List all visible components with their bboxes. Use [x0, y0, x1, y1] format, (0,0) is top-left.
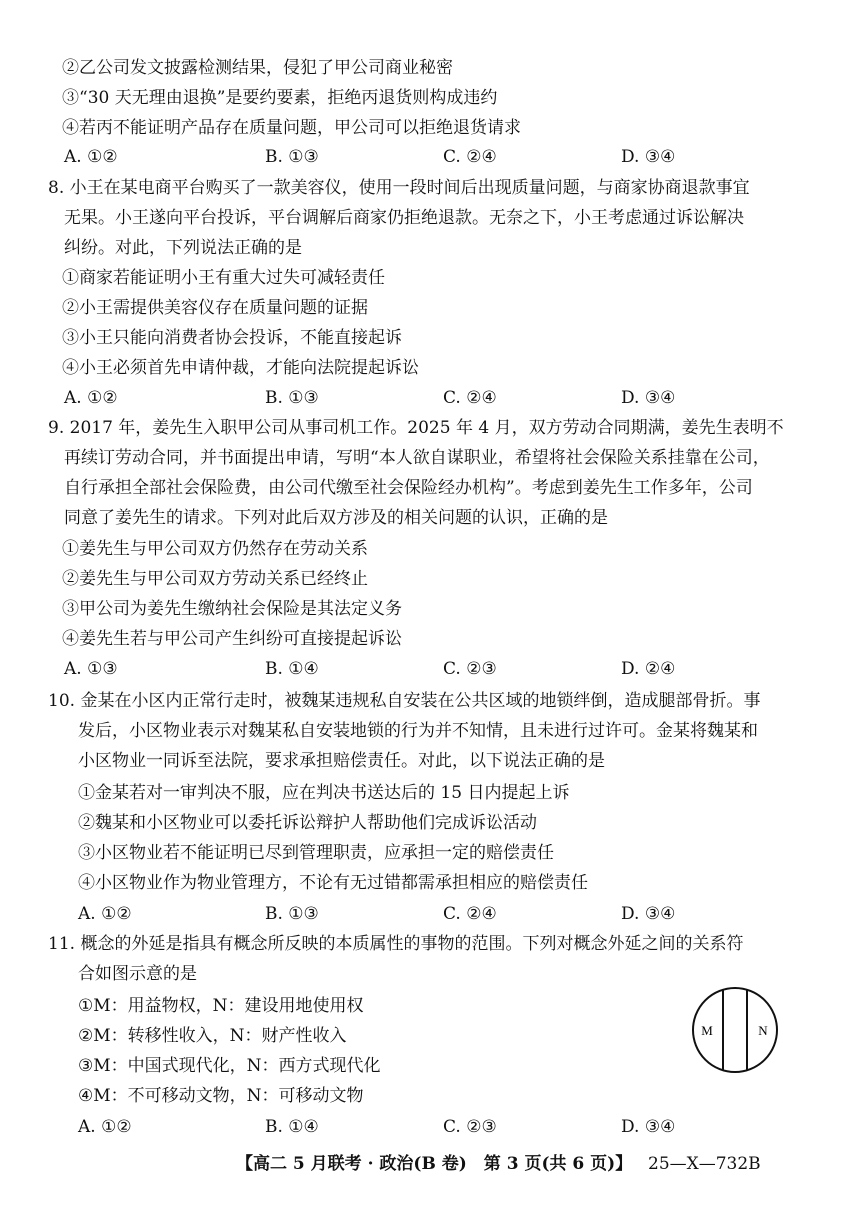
- q9-stem-line-3: 自行承担全部社会保险费，由公司代缴至社会保险经办机构”。考虑到姜先生工作多年，公司: [64, 478, 753, 498]
- q11-stem-line-1: 11. 概念的外延是指具有概念所反映的本质属性的事物的范围。下列对概念外延之间的关系符: [48, 934, 744, 954]
- q8-stem-line-1: 8. 小王在某电商平台购买了一款美容仪，使用一段时间后出现质量问题，与商家协商退款事宜: [48, 178, 750, 198]
- q10-option-a: A. ①②: [78, 904, 132, 924]
- q9-option-d: D. ②④: [621, 659, 676, 679]
- q7-option-d: D. ③④: [621, 147, 676, 167]
- q7-item-3: ③“30 天无理由退换”是要约要素，拒绝丙退货则构成违约: [62, 88, 498, 108]
- q7-option-a: A. ①②: [64, 147, 118, 167]
- q9-option-c: C. ②③: [443, 659, 497, 679]
- q9-stem-line-4: 同意了姜先生的请求。下列对此后双方涉及的相关问题的认识，正确的是: [64, 508, 608, 528]
- q8-option-d: D. ③④: [621, 388, 676, 408]
- q8-item-4: ④小王必须首先申请仲裁，才能向法院提起诉讼: [62, 358, 419, 378]
- q8-option-a: A. ①②: [64, 388, 118, 408]
- q11-option-b: B. ①④: [265, 1117, 319, 1137]
- q9-item-1: ①姜先生与甲公司双方仍然存在劳动关系: [62, 539, 368, 559]
- q7-item-2: ②乙公司发文披露检测结果，侵犯了甲公司商业秘密: [62, 58, 453, 78]
- q8-item-1: ①商家若能证明小王有重大过失可减轻责任: [62, 268, 385, 288]
- q9-item-2: ②姜先生与甲公司双方劳动关系已经终止: [62, 569, 368, 589]
- q10-stem-line-2: 发后，小区物业表示对魏某私自安装地锁的行为并不知情，且未进行过许可。金某将魏某和: [78, 721, 758, 741]
- q8-stem-line-2: 无果。小王遂向平台投诉，平台调解后商家仍拒绝退款。无奈之下，小王考虑通过诉讼解决: [64, 208, 744, 228]
- q9-item-4: ④姜先生若与甲公司产生纠纷可直接提起诉讼: [62, 629, 402, 649]
- q10-option-c: C. ②④: [443, 904, 497, 924]
- q8-stem-line-3: 纠纷。对此，下列说法正确的是: [64, 238, 302, 258]
- q11-item-3: ③M：中国式现代化，N：西方式现代化: [78, 1056, 381, 1076]
- page-footer-title: 【高二 5 月联考 · 政治(B 卷) 第 3 页(共 6 页)】: [236, 1154, 633, 1174]
- q10-stem-line-1: 10. 金某在小区内正常行走时，被魏某违规私自安装在公共区域的地锁绊倒，造成腿部骨折。事: [48, 691, 761, 711]
- q9-option-a: A. ①③: [64, 659, 118, 679]
- q11-item-2: ②M：转移性收入，N：财产性收入: [78, 1026, 347, 1046]
- q7-option-b: B. ①③: [265, 147, 319, 167]
- concept-relation-diagram: [690, 985, 780, 1075]
- q8-option-b: B. ①③: [265, 388, 319, 408]
- q11-option-c: C. ②③: [443, 1117, 497, 1137]
- page-footer-code: 25—X—732B: [648, 1154, 761, 1174]
- diagram-label-m: M: [701, 1023, 713, 1038]
- q7-item-4: ④若丙不能证明产品存在质量问题，甲公司可以拒绝退货请求: [62, 118, 521, 138]
- diagram-label-n: N: [758, 1023, 768, 1038]
- q10-item-1: ①金某若对一审判决不服，应在判决书送达后的 15 日内提起上诉: [78, 783, 570, 803]
- q10-item-2: ②魏某和小区物业可以委托诉讼辩护人帮助他们完成诉讼活动: [78, 813, 537, 833]
- q11-stem-line-2: 合如图示意的是: [78, 964, 197, 984]
- q9-stem-line-1: 9. 2017 年，姜先生入职甲公司从事司机工作。2025 年 4 月，双方劳动合同期满，姜先生表明不: [48, 418, 784, 438]
- q10-item-4: ④小区物业作为物业管理方，不论有无过错都需承担相应的赔偿责任: [78, 873, 588, 893]
- q7-option-c: C. ②④: [443, 147, 497, 167]
- q10-stem-line-3: 小区物业一同诉至法院，要求承担赔偿责任。对此，以下说法正确的是: [78, 751, 605, 771]
- q11-option-d: D. ③④: [621, 1117, 676, 1137]
- q10-item-3: ③小区物业若不能证明已尽到管理职责，应承担一定的赔偿责任: [78, 843, 554, 863]
- q11-item-4: ④M：不可移动文物，N：可移动文物: [78, 1086, 364, 1106]
- q11-item-1: ①M：用益物权，N：建设用地使用权: [78, 996, 364, 1016]
- q11-option-a: A. ①②: [78, 1117, 132, 1137]
- q10-option-d: D. ③④: [621, 904, 676, 924]
- q8-item-3: ③小王只能向消费者协会投诉，不能直接起诉: [62, 328, 402, 348]
- q8-item-2: ②小王需提供美容仪存在质量问题的证据: [62, 298, 368, 318]
- q9-item-3: ③甲公司为姜先生缴纳社会保险是其法定义务: [62, 599, 402, 619]
- q9-stem-line-2: 再续订劳动合同，并书面提出申请，写明“本人欲自谋职业，希望将社会保险关系挂靠在公司，: [64, 448, 770, 468]
- q10-option-b: B. ①③: [265, 904, 319, 924]
- q9-option-b: B. ①④: [265, 659, 319, 679]
- q8-option-c: C. ②④: [443, 388, 497, 408]
